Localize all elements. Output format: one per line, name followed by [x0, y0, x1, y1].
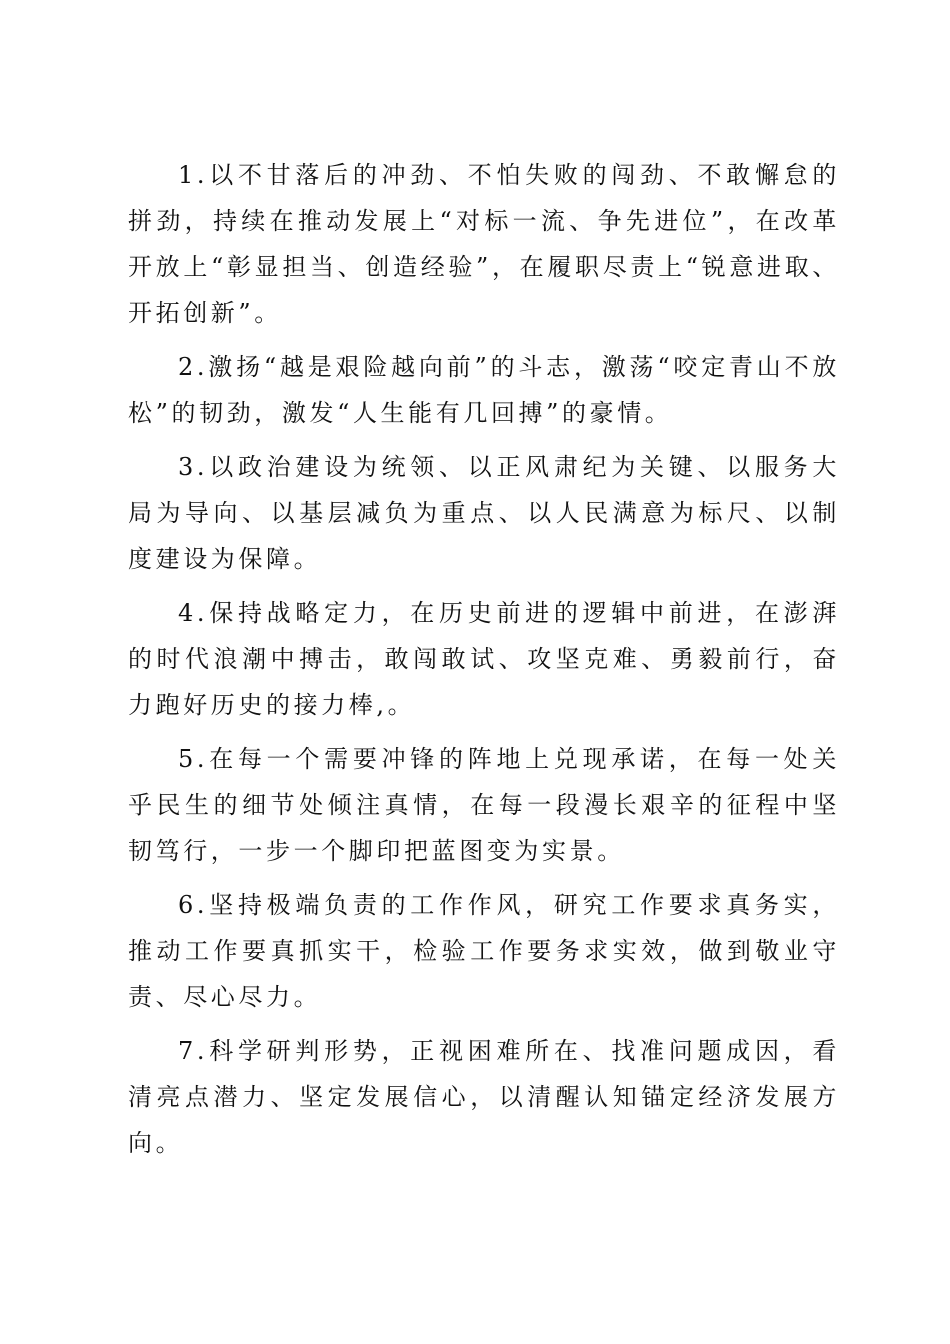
paragraph-1 — [128, 152, 840, 336]
paragraph-number: 1. — [178, 161, 209, 189]
paragraph-number: 4. — [178, 599, 209, 627]
paragraph-number: 7. — [178, 1037, 209, 1065]
paragraph-text: 科学研判形势，正视困难所在、找准问题成因，看清亮点潜力、坚定发展信心，以清醒认知锚定经济发展方向。 — [128, 1037, 840, 1157]
paragraph-5 — [128, 736, 840, 874]
paragraph-number: 6. — [178, 891, 209, 919]
paragraph-number: 5. — [178, 745, 209, 773]
document-body — [128, 152, 840, 1174]
paragraph-4 — [128, 590, 840, 728]
paragraph-3 — [128, 444, 840, 582]
paragraph-text: 激扬“越是艰险越向前”的斗志，激荡“咬定青山不放松”的韧劲，激发“人生能有几回搏”的豪情。 — [128, 353, 840, 427]
paragraph-number: 3. — [178, 453, 209, 481]
paragraph-number: 2. — [178, 353, 209, 381]
paragraph-text: 以不甘落后的冲劲、不怕失败的闯劲、不敢懈怠的拼劲，持续在推动发展上“对标一流、争先进位”，在改革开放上“彰显担当、创造经验”，在履职尽责上“锐意进取、开拓创新”。 — [128, 161, 840, 327]
paragraph-text: 坚持极端负责的工作作风，研究工作要求真务实，推动工作要真抓实干，检验工作要务求实效，做到敬业守责、尽心尽力。 — [128, 891, 840, 1011]
paragraph-text: 保持战略定力，在历史前进的逻辑中前进，在澎湃的时代浪潮中搏击，敢闯敢试、攻坚克难、勇毅前行，奋力跑好历史的接力棒,。 — [128, 599, 840, 719]
paragraph-2 — [128, 344, 840, 436]
paragraph-text: 以政治建设为统领、以正风肃纪为关键、以服务大局为导向、以基层减负为重点、以人民满意为标尺、以制度建设为保障。 — [128, 453, 840, 573]
paragraph-7 — [128, 1028, 840, 1166]
paragraph-6 — [128, 882, 840, 1020]
paragraph-text: 在每一个需要冲锋的阵地上兑现承诺，在每一处关乎民生的细节处倾注真情，在每一段漫长艰辛的征程中坚韧笃行，一步一个脚印把蓝图变为实景。 — [128, 745, 840, 865]
